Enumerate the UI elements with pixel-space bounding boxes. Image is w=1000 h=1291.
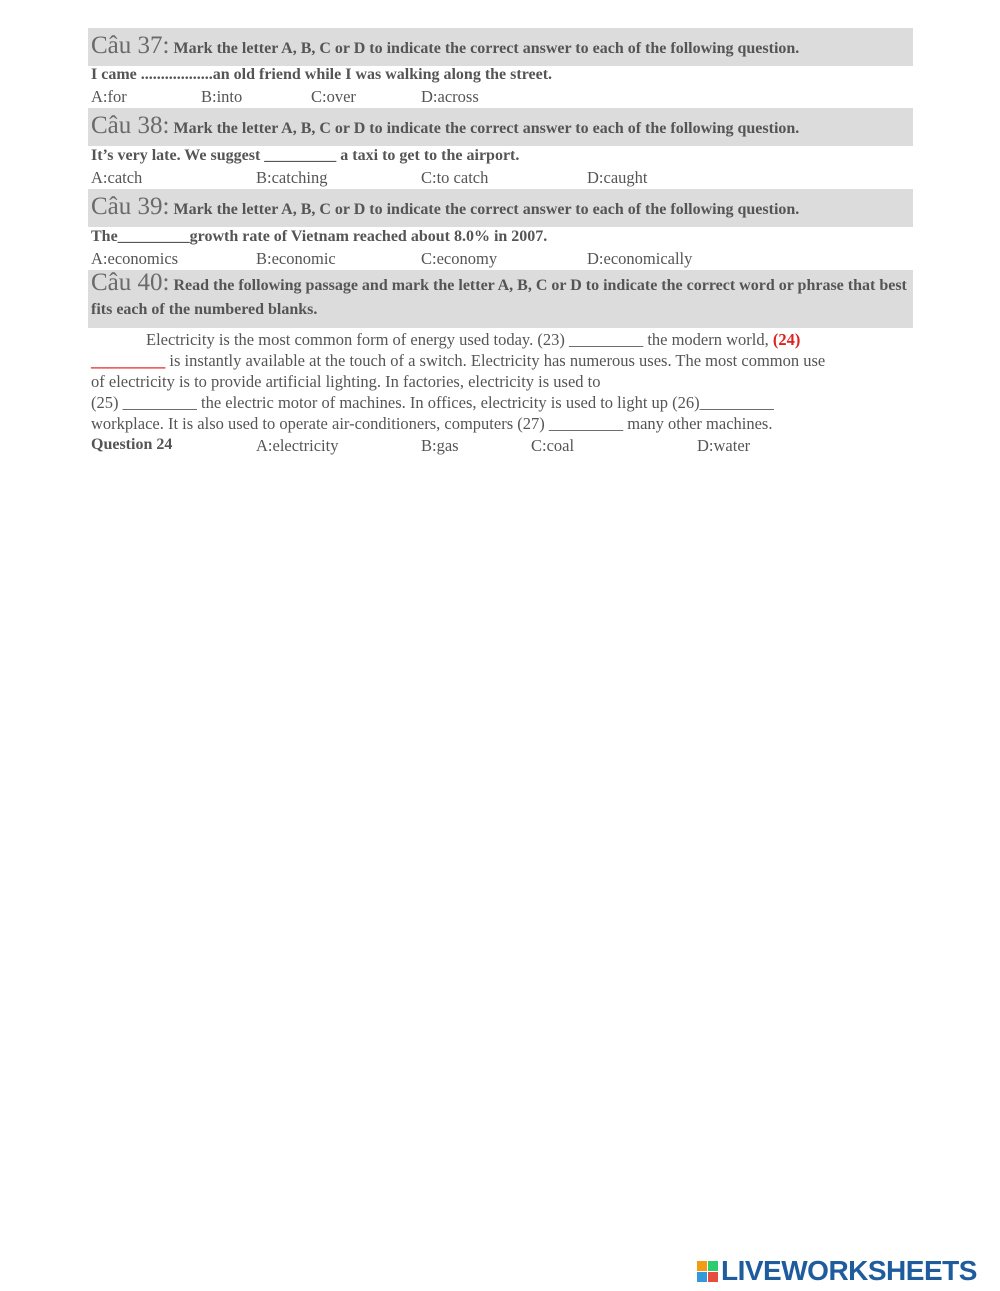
option-c[interactable]: C:economy <box>421 249 498 268</box>
option-c[interactable]: C:to catch <box>421 168 489 187</box>
logo-text: LIVEWORKSHEETS <box>721 1255 977 1286</box>
option-d[interactable]: D:economically <box>587 249 693 268</box>
question-39-stem: The_________growth rate of Vietnam reached about 8.0% in 2007. <box>91 228 548 245</box>
question-24-label: Question 24 <box>91 436 173 453</box>
question-39-header <box>88 189 913 227</box>
option-b[interactable]: B:economic <box>256 249 336 268</box>
passage-line-1 <box>146 330 800 350</box>
passage-line-4: (25) _________ the electric motor of machines. In offices, electricity is used to light up (26)_________ <box>91 393 774 412</box>
question-number: Câu 39: <box>91 193 170 220</box>
question-number: Câu 38: <box>91 112 170 139</box>
option-c[interactable]: C:over <box>311 87 356 106</box>
question-38-stem: It’s very late. We suggest _________ a taxi to get to the airport. <box>91 147 520 164</box>
liveworksheets-logo <box>697 1257 977 1285</box>
question-instruction: Read the following passage and mark the letter A, B, C or D to indicate the correct word or phrase that best fits each of the numbered blanks. <box>91 277 907 318</box>
option-d[interactable]: D:across <box>421 87 479 106</box>
highlighted-blank[interactable]: _________ <box>91 351 166 370</box>
passage-text: is instantly available at the touch of a switch. Electricity has numerous uses. The most common use <box>165 351 826 370</box>
option-a[interactable]: A:economics <box>91 249 179 268</box>
highlighted-blank-number: (24) <box>772 330 801 349</box>
option-d[interactable]: D:caught <box>587 168 648 187</box>
logo-mark-icon <box>697 1261 718 1282</box>
option-a[interactable]: A:for <box>91 87 127 106</box>
question-number: Câu 37: <box>91 32 170 59</box>
option-a[interactable]: A:electricity <box>256 436 339 455</box>
option-d[interactable]: D:water <box>697 436 751 455</box>
option-b[interactable]: B:into <box>201 87 243 106</box>
option-c[interactable]: C:coal <box>531 436 575 455</box>
question-37-header <box>88 28 913 66</box>
question-number: Câu 40: <box>91 269 170 296</box>
option-b[interactable]: B:gas <box>421 436 459 455</box>
option-b[interactable]: B:catching <box>256 168 328 187</box>
option-a[interactable]: A:catch <box>91 168 143 187</box>
question-37-stem: I came ..................an old friend while I was walking along the street. <box>91 66 553 83</box>
passage-line-2 <box>91 351 825 371</box>
passage-line-5: workplace. It is also used to operate air-conditioners, computers (27) _________ many other machines. <box>91 414 773 433</box>
question-instruction: Mark the letter A, B, C or D to indicate the correct answer to each of the following question. <box>173 40 800 57</box>
passage-line-3: of electricity is to provide artificial lighting. In factories, electricity is used to <box>91 372 601 391</box>
question-40-header <box>88 270 913 328</box>
passage-text: Electricity is the most common form of energy used today. (23) _________ the modern world, <box>146 330 769 349</box>
question-instruction: Mark the letter A, B, C or D to indicate the correct answer to each of the following question. <box>173 201 800 218</box>
question-instruction: Mark the letter A, B, C or D to indicate the correct answer to each of the following question. <box>173 120 800 137</box>
question-38-header <box>88 108 913 146</box>
